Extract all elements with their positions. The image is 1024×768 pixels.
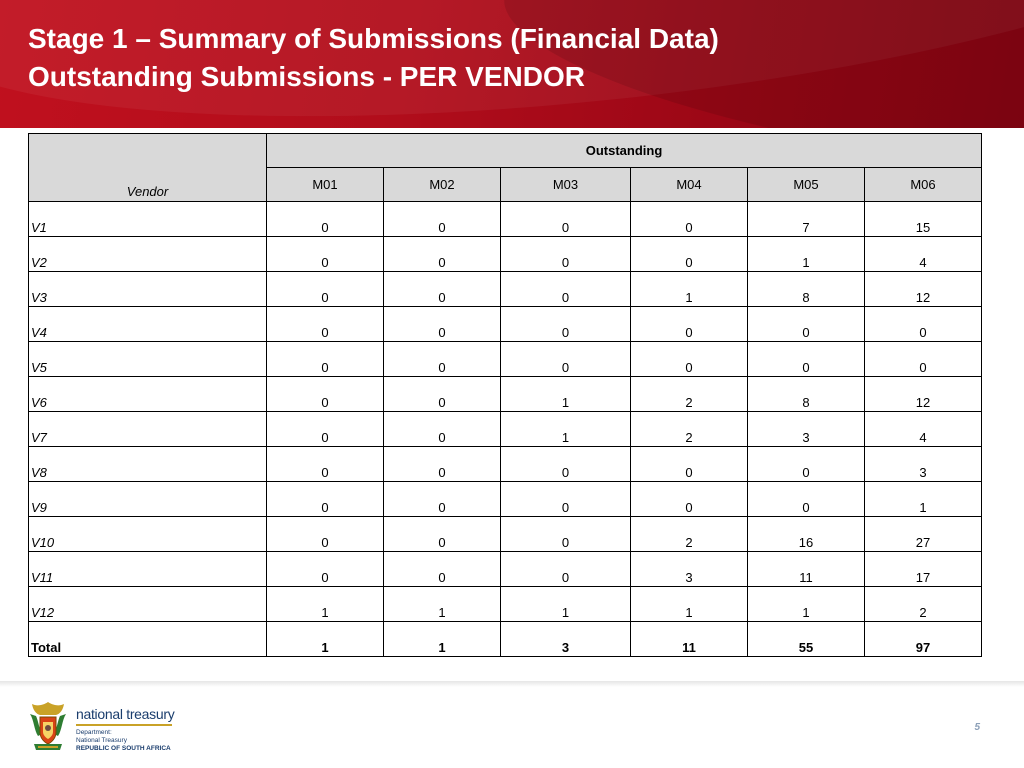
- value-cell: 0: [501, 552, 631, 587]
- value-cell: 1: [501, 412, 631, 447]
- total-label: Total: [29, 622, 267, 657]
- value-cell: 0: [267, 342, 384, 377]
- value-cell: 11: [748, 552, 865, 587]
- total-value-cell: 3: [501, 622, 631, 657]
- total-value-cell: 1: [384, 622, 501, 657]
- vendor-cell: V10: [29, 517, 267, 552]
- total-value-cell: 97: [865, 622, 982, 657]
- value-cell: 0: [384, 377, 501, 412]
- table-row: [29, 482, 982, 517]
- value-cell: 0: [267, 412, 384, 447]
- month-header-6: M06: [865, 168, 982, 202]
- value-cell: 2: [631, 517, 748, 552]
- value-cell: 1: [748, 587, 865, 622]
- value-cell: 17: [865, 552, 982, 587]
- value-cell: 0: [267, 552, 384, 587]
- brand-rule: [76, 724, 172, 726]
- month-header-1: M01: [267, 168, 384, 202]
- value-cell: 1: [631, 272, 748, 307]
- value-cell: 0: [631, 482, 748, 517]
- value-cell: 1: [865, 482, 982, 517]
- table-row: [29, 342, 982, 377]
- title-line-2: Outstanding Submissions - PER VENDOR: [28, 61, 585, 92]
- value-cell: 0: [865, 342, 982, 377]
- brand-block: [76, 706, 174, 753]
- vendor-cell: V3: [29, 272, 267, 307]
- value-cell: 0: [501, 202, 631, 237]
- vendor-cell: V1: [29, 202, 267, 237]
- value-cell: 0: [267, 517, 384, 552]
- table-row: [29, 237, 982, 272]
- coat-of-arms-icon: [28, 700, 68, 752]
- value-cell: 0: [631, 447, 748, 482]
- value-cell: 4: [865, 412, 982, 447]
- value-cell: 0: [384, 412, 501, 447]
- vendor-cell: V5: [29, 342, 267, 377]
- value-cell: 0: [267, 482, 384, 517]
- value-cell: 0: [501, 342, 631, 377]
- value-cell: 0: [631, 202, 748, 237]
- value-cell: 3: [748, 412, 865, 447]
- value-cell: 0: [384, 272, 501, 307]
- value-cell: 0: [748, 342, 865, 377]
- table-row: [29, 272, 982, 307]
- value-cell: 0: [384, 482, 501, 517]
- page-number: 5: [974, 722, 980, 733]
- value-cell: 8: [748, 377, 865, 412]
- value-cell: 0: [384, 202, 501, 237]
- value-cell: 0: [267, 377, 384, 412]
- vendor-cell: V2: [29, 237, 267, 272]
- value-cell: 0: [501, 272, 631, 307]
- month-header-5: M05: [748, 168, 865, 202]
- vendor-cell: V4: [29, 307, 267, 342]
- slide-title: [28, 20, 719, 96]
- value-cell: 0: [631, 342, 748, 377]
- outstanding-group-header: Outstanding: [267, 134, 982, 168]
- vendor-column-header: Vendor: [29, 134, 267, 202]
- value-cell: 12: [865, 272, 982, 307]
- value-cell: 0: [384, 552, 501, 587]
- value-cell: 0: [501, 237, 631, 272]
- value-cell: 0: [267, 202, 384, 237]
- table-row: [29, 412, 982, 447]
- title-line-1: Stage 1 – Summary of Submissions (Financial Data): [28, 23, 719, 54]
- value-cell: 4: [865, 237, 982, 272]
- value-cell: 0: [865, 307, 982, 342]
- value-cell: 1: [384, 587, 501, 622]
- table-row: [29, 552, 982, 587]
- value-cell: 0: [267, 307, 384, 342]
- header-banner: [0, 0, 1024, 128]
- value-cell: 0: [748, 307, 865, 342]
- total-value-cell: 55: [748, 622, 865, 657]
- value-cell: 8: [748, 272, 865, 307]
- brand-name: national treasury: [76, 706, 175, 722]
- value-cell: 0: [267, 447, 384, 482]
- month-header-3: M03: [501, 168, 631, 202]
- value-cell: 7: [748, 202, 865, 237]
- value-cell: 0: [384, 307, 501, 342]
- value-cell: 0: [384, 342, 501, 377]
- value-cell: 0: [384, 517, 501, 552]
- brand-department-name: National Treasury: [76, 737, 127, 744]
- table-row: [29, 202, 982, 237]
- value-cell: 15: [865, 202, 982, 237]
- value-cell: 27: [865, 517, 982, 552]
- vendor-cell: V8: [29, 447, 267, 482]
- value-cell: 12: [865, 377, 982, 412]
- value-cell: 1: [748, 237, 865, 272]
- table-row: [29, 447, 982, 482]
- vendor-cell: V11: [29, 552, 267, 587]
- brand-country: REPUBLIC OF SOUTH AFRICA: [76, 745, 171, 752]
- total-value-cell: 1: [267, 622, 384, 657]
- value-cell: 0: [501, 307, 631, 342]
- value-cell: 0: [631, 307, 748, 342]
- vendor-cell: V9: [29, 482, 267, 517]
- table-row: [29, 587, 982, 622]
- value-cell: 3: [631, 552, 748, 587]
- value-cell: 1: [631, 587, 748, 622]
- value-cell: 0: [631, 237, 748, 272]
- value-cell: 0: [501, 517, 631, 552]
- value-cell: 0: [501, 482, 631, 517]
- outstanding-submissions-table: [28, 133, 982, 657]
- value-cell: 0: [384, 447, 501, 482]
- table-row: [29, 517, 982, 552]
- value-cell: 0: [748, 447, 865, 482]
- value-cell: 0: [748, 482, 865, 517]
- value-cell: 0: [267, 272, 384, 307]
- table-row: [29, 307, 982, 342]
- total-value-cell: 11: [631, 622, 748, 657]
- value-cell: 2: [631, 412, 748, 447]
- value-cell: 2: [631, 377, 748, 412]
- brand-department-label: Department:: [76, 729, 112, 736]
- value-cell: 0: [267, 237, 384, 272]
- value-cell: 3: [865, 447, 982, 482]
- vendor-cell: V6: [29, 377, 267, 412]
- value-cell: 1: [267, 587, 384, 622]
- total-row: [29, 622, 982, 657]
- footer-divider: [0, 681, 1024, 687]
- table-body: [29, 202, 982, 657]
- vendor-cell: V12: [29, 587, 267, 622]
- vendor-cell: V7: [29, 412, 267, 447]
- value-cell: 2: [865, 587, 982, 622]
- value-cell: 1: [501, 377, 631, 412]
- value-cell: 16: [748, 517, 865, 552]
- table-row: [29, 377, 982, 412]
- month-header-2: M02: [384, 168, 501, 202]
- value-cell: 0: [501, 447, 631, 482]
- month-header-4: M04: [631, 168, 748, 202]
- value-cell: 1: [501, 587, 631, 622]
- value-cell: 0: [384, 237, 501, 272]
